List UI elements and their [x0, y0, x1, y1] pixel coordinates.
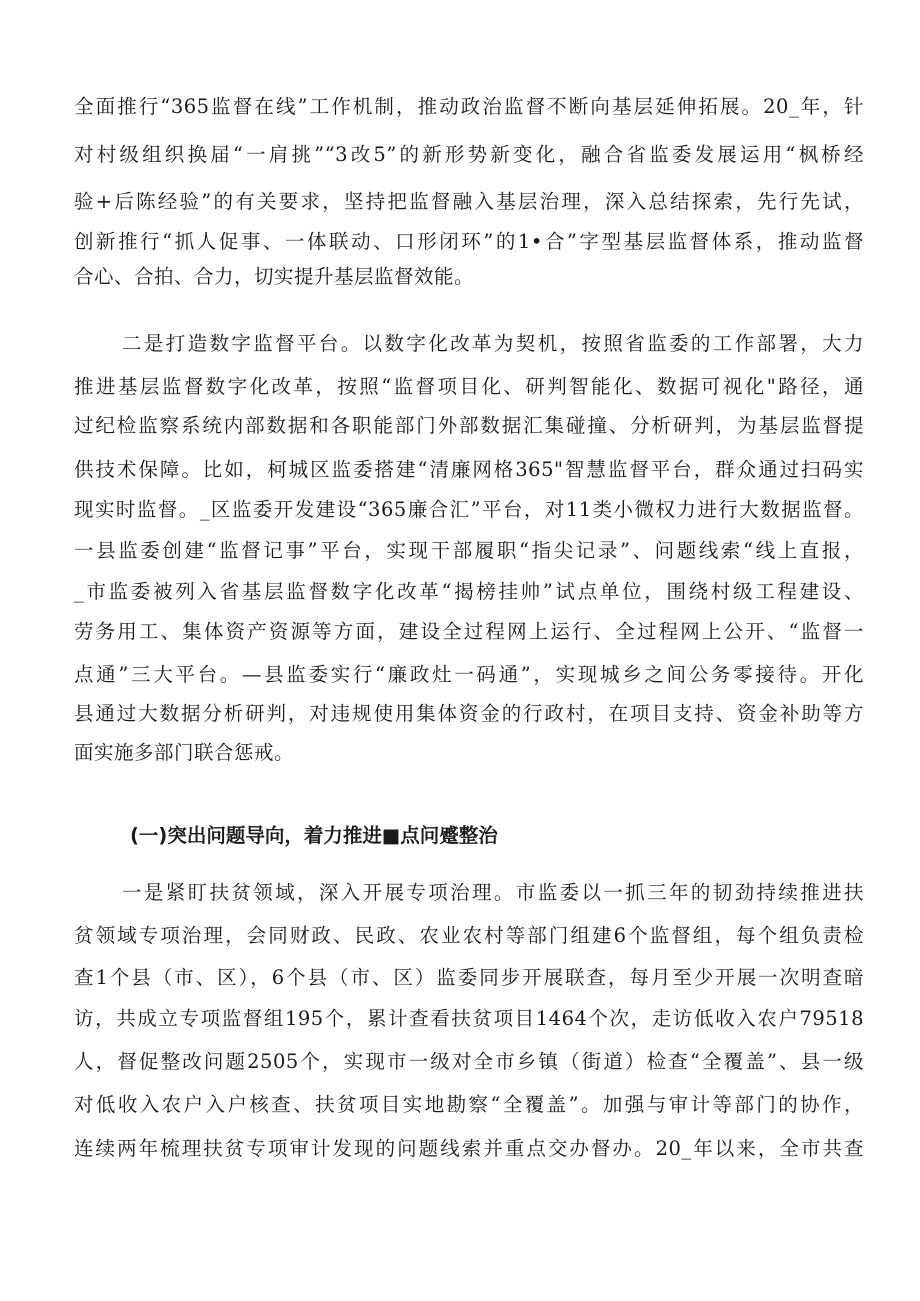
paragraph-2-line-5: 现实时监督。_区监委开发建设“365廉合汇”平台，对11类小微权力进行大数据监督。	[74, 498, 864, 521]
paragraph-1-line-2: 对村级组织换届“一肩挑”“3改5”的新形势新变化，融合省监委发展运用“枫桥经	[74, 143, 864, 166]
paragraph-2-line-1: 二是打造数字监督平台。以数字化改革为契机，按照省监委的工作部署，大力	[122, 332, 864, 355]
paragraph-3-line-5: 人，督促整改问题2505个，实现市一级对全市乡镇（街道）检查“全覆盖”、县一级	[74, 1050, 864, 1073]
paragraph-2-line-10: 县通过大数据分析研判，对违规使用集体资金的行政村，在项目支持、资金补助等方	[74, 702, 864, 725]
paragraph-3-line-1: 一是紧盯扶贫领域，深入开展专项治理。市监委以一抓三年的韧劲持续推进扶	[122, 881, 864, 904]
paragraph-2-line-2: 推进基层监督数字化改革，按照“监督项目化、研判智能化、数据可视化"路径，通	[74, 375, 864, 398]
paragraph-2-line-7: _市监委被列入省基层监督数字化改革“揭榜挂帅”试点单位，围绕村级工程建设、	[74, 580, 864, 603]
paragraph-2-line-9: 点通”三大平台。—县监委实行“廉政灶一码通”，实现城乡之间公务零接待。开化	[74, 663, 864, 686]
paragraph-3-line-4: 访，共成立专项监督组195个，累计查看扶贫项目1464个次，走访低收入农户79518	[74, 1007, 864, 1030]
paragraph-2-line-11: 面实施多部门联合惩戒。	[74, 741, 295, 764]
paragraph-1-line-4: 创新推行“抓人促事、一体联动、口形闭环”的1•合”字型基层监督体系，推动监督	[74, 230, 864, 253]
paragraph-1-line-5: 合心、合拍、合力，切实提升基层监督效能。	[74, 265, 475, 288]
paragraph-2-line-4: 供技术保障。比如，柯城区监委搭建“清廉网格365"智慧监督平台，群众通过扫码实	[74, 458, 864, 481]
paragraph-2-line-3: 过纪检监察系统内部数据和各职能部门外部数据汇集碰撞、分析研判，为基层监督提	[74, 414, 864, 437]
paragraph-2-line-8: 劳务用工、集体资产资源等方面，建设全过程网上运行、全过程网上公开、“监督一	[74, 620, 864, 643]
paragraph-3-line-7: 连续两年梳理扶贫专项审计发现的问题线索并重点交办督办。20_年以来，全市共查	[74, 1137, 864, 1160]
paragraph-2-line-6: 一县监委创建“监督记事”平台，实现干部履职“指尖记录”、问题线索“线上直报，	[74, 539, 864, 562]
paragraph-1-line-3: 验+后陈经验”的有关要求，坚持把监督融入基层治理，深入总结探索，先行先试，	[74, 190, 864, 213]
section-heading: (一)突出问题导向，着力推进■点问蹙整治	[130, 824, 498, 847]
paragraph-3-line-3: 查1个县（市、区），6个县（市、区）监委同步开展联查，每月至少开展一次明查暗	[74, 966, 864, 989]
paragraph-3-line-6: 对低收入农户入户核查、扶贫项目实地勘察“全覆盖”。加强与审计等部门的协作，	[74, 1093, 864, 1116]
paragraph-1-line-1: 全面推行“365监督在线”工作机制，推动政治监督不断向基层延伸拓展。20_年，针	[74, 95, 864, 118]
paragraph-3-line-2: 贫领域专项治理，会同财政、民政、农业农村等部门组建6个监督组，每个组负责检	[74, 924, 864, 947]
